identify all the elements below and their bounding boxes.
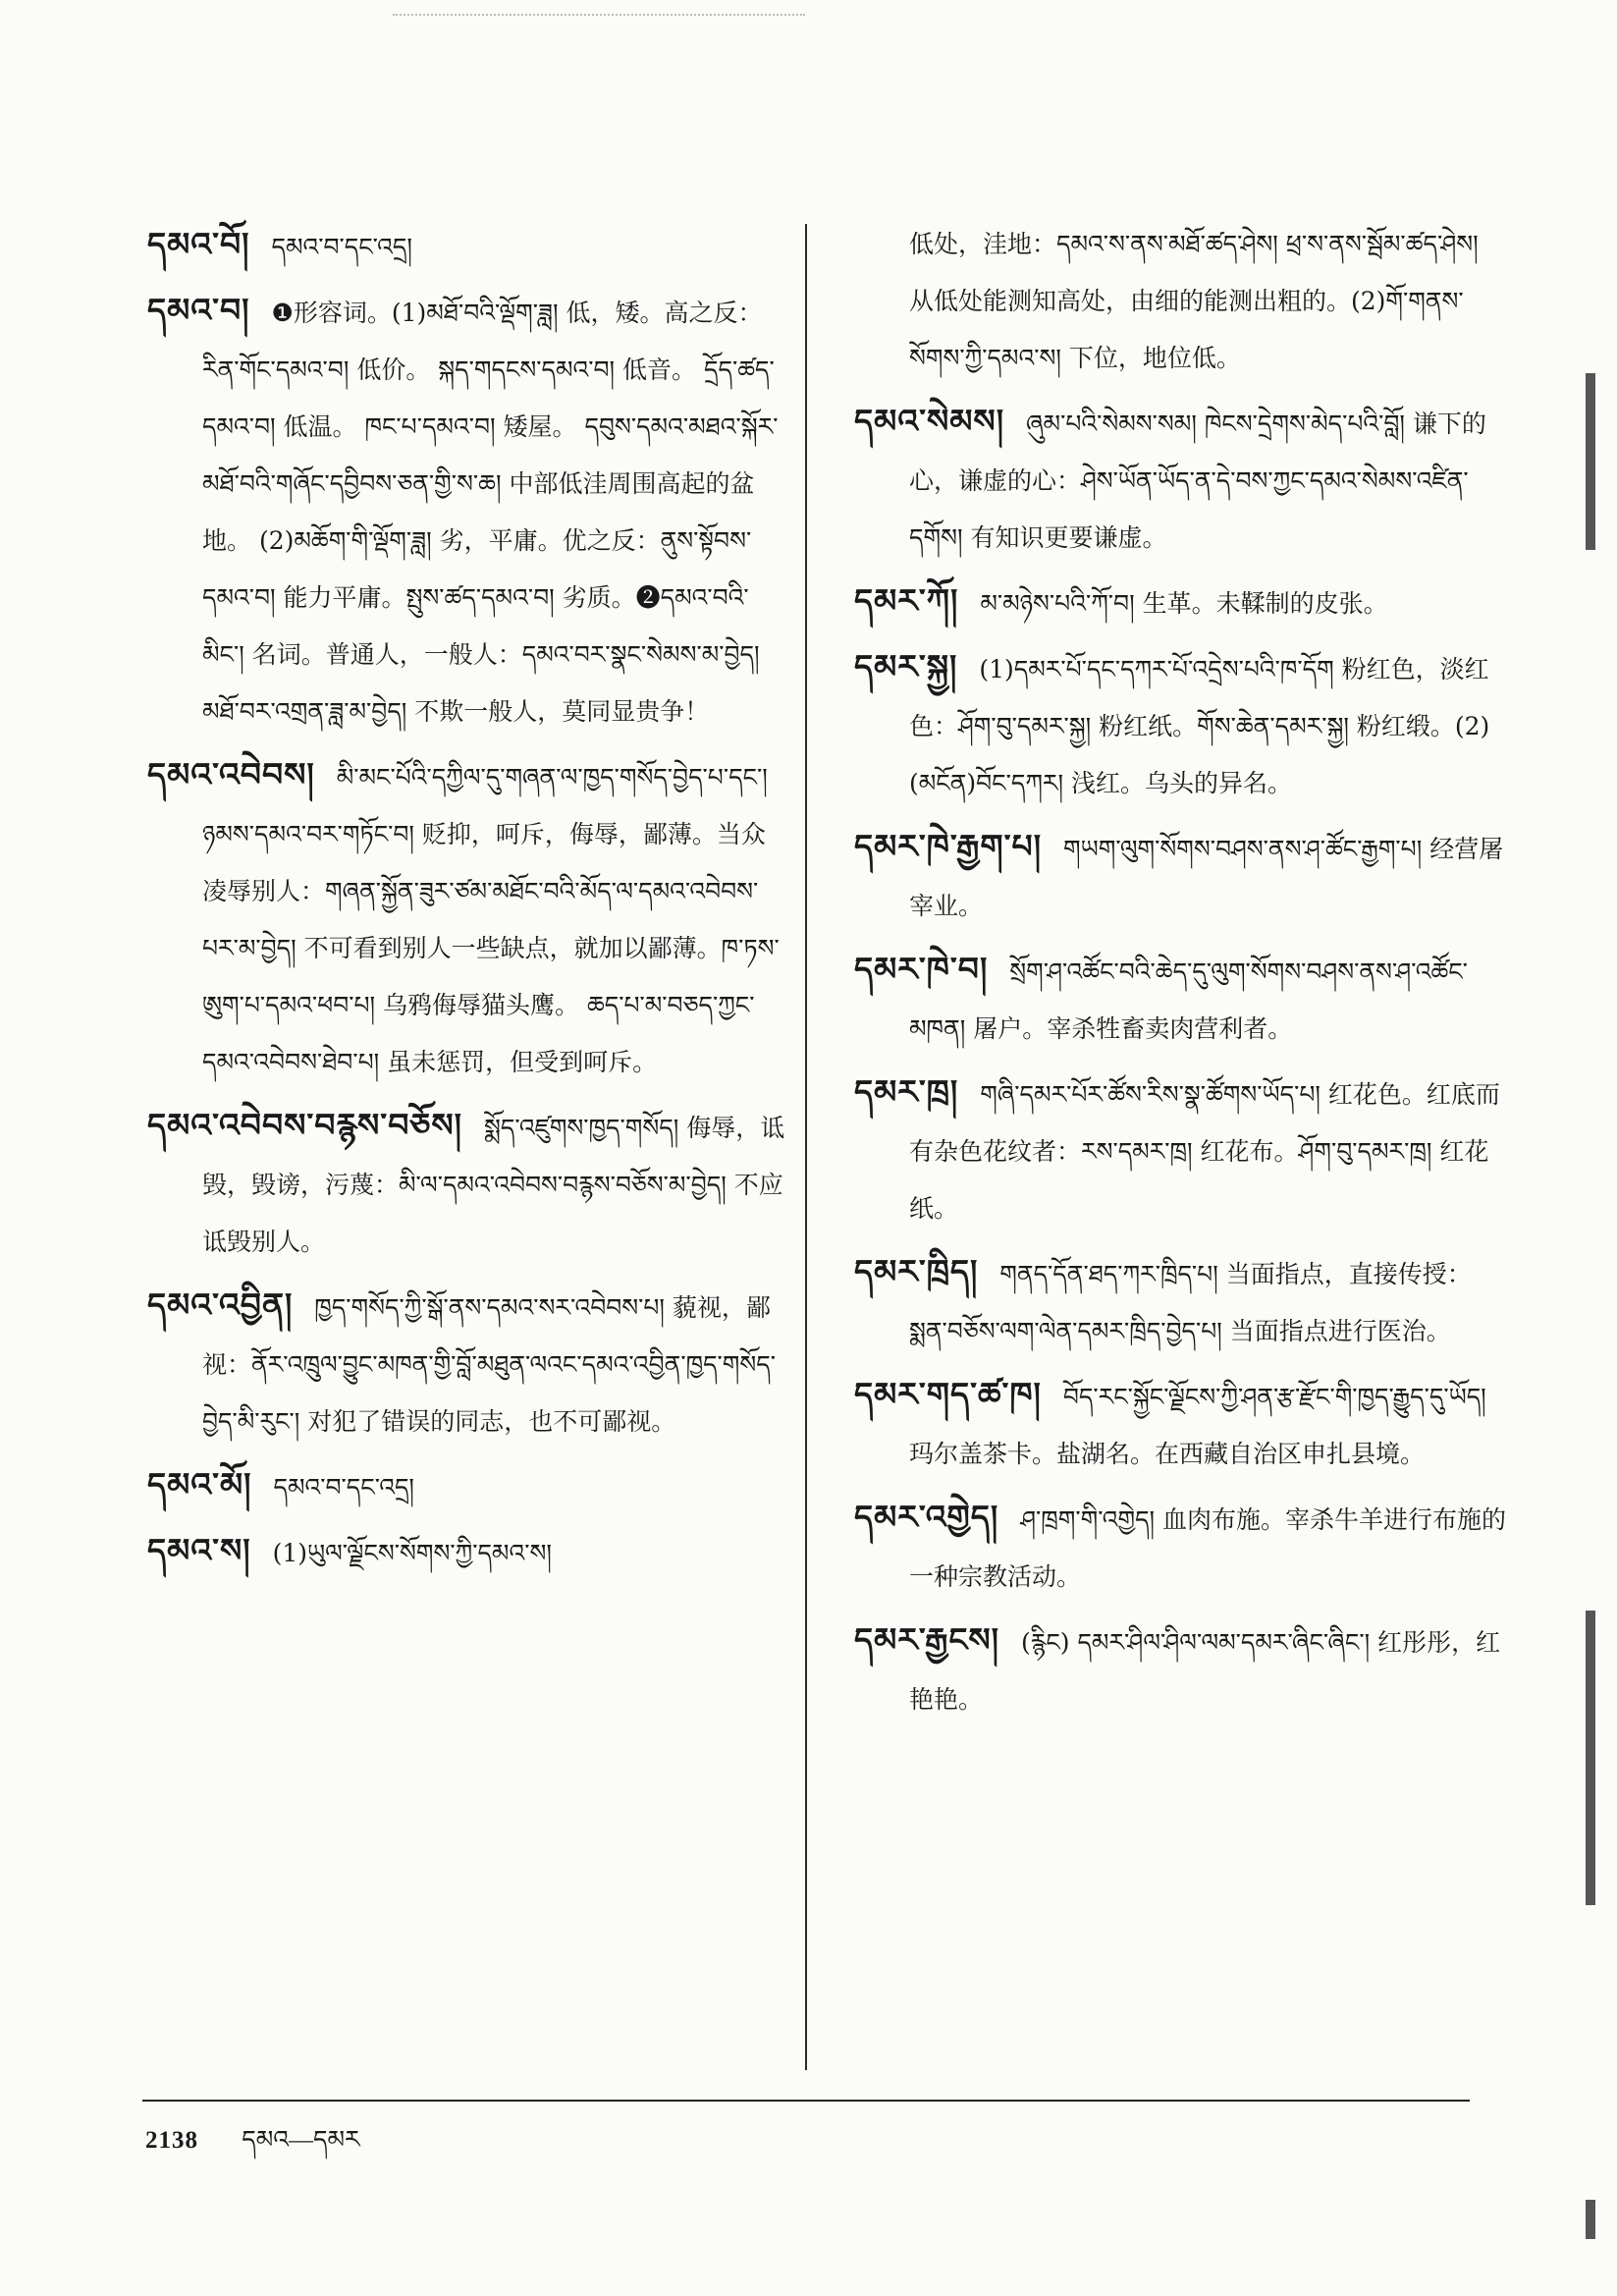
- dictionary-entry: [147, 1522, 785, 1582]
- dictionary-entry: [854, 818, 1507, 935]
- dictionary-entry: [854, 393, 1507, 567]
- headword: དམར་གད་ཚ་ཁ།: [854, 1375, 1042, 1413]
- definition: མ་མཉེས་པའི་ཀོ་བ། 生革。未鞣制的皮张。: [980, 589, 1388, 618]
- page-footer: [145, 2111, 360, 2181]
- headword: དམར་སྐྱ།: [854, 647, 958, 685]
- edge-mark: [1586, 2200, 1595, 2239]
- definition: (1)ཡུལ་ལྗོངས་སོགས་ཀྱི་དམའ་ས།: [272, 1539, 552, 1567]
- headword: དམའ་འབེབས།: [147, 755, 315, 793]
- definition: མི་མང་པོའི་དཀྱིལ་དུ་གཞན་ལ་ཁྱད་གསོད་བྱེད་པ་དང་། ཉམས་དམའ་བར་གཏོང་བ། 贬抑，呵斥，侮辱，鄙薄。当众凌辱别人：གཞན་སྐྱོན་ཟུར་ཙམ་མཐོང་བའི་མོད་ལ་དམའ་འབེབས་པར་མ་བྱེད། 不可看到别人一些缺点，就加以鄙薄。ཁ་ཏས་ཨུག་པ་དམའ་ཕབ་པ། 乌鸦侮辱猫头鹰。 ཆད་པ་མ་བཅད་ཀྱང་དམའ་འབེབས་ཐེབ་པ། 虽未惩罚，但受到呵斥。: [202, 763, 780, 1076]
- dictionary-entry: [147, 1097, 785, 1271]
- headword: དམར་ཁེ་རྒྱག་པ།: [854, 827, 1043, 865]
- right-column: [854, 216, 1507, 1734]
- headword: དམའ་འབྱིན།: [147, 1285, 294, 1324]
- definition: (རྙིང) དམར་ཤིལ་ཤིལ་ལམ་དམར་ཞིང་ཞིང་། 红彤彤，红艳艳。: [909, 1628, 1501, 1714]
- definition: བོད་རང་སྐྱོང་ལྗོངས་ཀྱི་ཤན་རྩ་རྫོང་གི་ཁྱད་རྒྱུད་དུ་ཡོད། 玛尔盖茶卡。盐湖名。在西藏自治区申扎县境。: [909, 1383, 1486, 1468]
- dictionary-entry: [854, 1489, 1507, 1606]
- dictionary-entry: [854, 1366, 1507, 1483]
- definition: ཁྱད་གསོད་ཀྱི་སྒོ་ནས་དམའ་སར་འབེབས་པ། 藐视，鄙视：ནོར་འཁྲུལ་བྱུང་མཁན་གྱི་བློ་མཐུན་ལའང་དམའ་འབྱིན་ཁྱད་གསོད་བྱེད་མི་རུང་། 对犯了错误的同志，也不可鄙视。: [202, 1293, 777, 1436]
- dictionary-entry-continued: [854, 216, 1507, 387]
- running-head-range: དམའ—དམར: [242, 2127, 360, 2154]
- dictionary-entry: [854, 1612, 1507, 1728]
- definition: ❶形容词。(1)མཐོ་བའི་ལྡོག་ཟླ། 低，矮。高之反：རིན་གོང་དམའ་བ། 低价。 སྐད་གདངས་དམའ་བ། 低音。 དྲོད་ཚད་དམའ་བ། 低温。 ཁང་པ་དམའ་བ། 矮屋。 དབུས་དམའ་མཐའ་སྐོར་མཐོ་བའི་གཞོང་དབྱིབས་ཅན་གྱི་ས་ཆ། 中部低洼周围高起的盆地。 (2)མཆོག་གི་ལྡོག་ཟླ། 劣，平庸。优之反：ནུས་སྟོབས་དམའ་བ། 能力平庸。སྤུས་ཚད་དམའ་བ། 劣质。❷དམའ་བའི་མིང་། 名词。普通人，一般人：དམའ་བར་སྣང་སེམས་མ་བྱེད། མཐོ་བར་འགྲན་ཟླ་མ་བྱེད། 不欺一般人，莫同显贵争！: [202, 299, 779, 726]
- dictionary-entry: [854, 638, 1507, 812]
- headword: དམའ་སེམས།: [854, 402, 1005, 440]
- definition: ཞུམ་པའི་སེམས་སམ། ཁེངས་དྲེགས་མེད་པའི་བློ། 谦下的心，谦虚的心：ཤེས་ཡོན་ཡོད་ན་དེ་བས་ཀྱང་དམའ་སེམས་འཛིན་དགོས། 有知识更要谦虚。: [909, 410, 1486, 552]
- headword: དམའ་བ།: [147, 291, 250, 329]
- dictionary-entry: [854, 1064, 1507, 1237]
- definition: གནད་དོན་ཐད་ཀར་ཁྲིད་པ། 当面指点，直接传授：སྨན་བཅོས་ལག་ལེན་དམར་ཁྲིད་བྱེད་པ། 当面指点进行医治。: [909, 1260, 1472, 1345]
- dictionary-entry: [854, 1243, 1507, 1360]
- headword: དམའ་ས།: [147, 1531, 251, 1569]
- headword: དམའ་བོ།: [147, 225, 250, 263]
- definition: གཡག་ལུག་སོགས་བཤས་ནས་ཤ་ཚོང་རྒྱག་པ། 经营屠宰业。: [909, 835, 1504, 920]
- footer-rule: [142, 2100, 1470, 2102]
- definition: དམའ་བ་དང་འདྲ།: [271, 233, 412, 261]
- scan-edge-artifact: [1586, 59, 1599, 2219]
- headword: དམར་ཀོ།: [854, 581, 959, 620]
- column-divider: [805, 224, 807, 2070]
- headword: དམར་ཁྲ།: [854, 1072, 959, 1111]
- edge-mark: [1586, 373, 1595, 550]
- left-column: [147, 216, 785, 1588]
- headword: དམར་རྒྱངས།: [854, 1620, 999, 1659]
- edge-mark: [1586, 1611, 1595, 1905]
- dictionary-entry: [854, 941, 1507, 1058]
- page-number: 2138: [145, 2127, 198, 2154]
- dictionary-entry: [147, 1277, 785, 1450]
- headword: དམའ་མོ།: [147, 1465, 252, 1503]
- definition: སྲོག་ཤ་འཚོང་བའི་ཆེད་དུ་ལུག་སོགས་བཤས་ནས་ཤ་འཚོང་མཁན། 屠户。宰杀牲畜卖肉营利者。: [909, 957, 1468, 1043]
- definition: གཞི་དམར་པོར་ཚོས་རིས་སྣ་ཚོགས་ཡོད་པ། 红花色。红底而有杂色花纹者：རས་དམར་ཁྲ། 红花布。ཤོག་བུ་དམར་ཁྲ། 红花纸。: [909, 1080, 1500, 1223]
- dictionary-entry: [147, 746, 785, 1091]
- scan-artifact: [393, 14, 805, 18]
- definition: ཤ་ཁྲག་གི་འགྱེད། 血肉布施。宰杀牛羊进行布施的一种宗教活动。: [909, 1505, 1507, 1591]
- headword: དམར་ཁེ་བ།: [854, 950, 989, 988]
- definition: 低处，洼地：དམའ་ས་ནས་མཐོ་ཚད་ཤེས། ཕྲ་ས་ནས་སྦོམ་ཚད་ཤེས། 从低处能测知高处，由细的能测出粗的。(2)གོ་གནས་སོགས་ཀྱི་དམའ་ས། 下位，地位低。: [909, 230, 1479, 372]
- definition: (1)དམར་པོ་དང་དཀར་པོ་འདྲེས་པའི་ཁ་དོག 粉红色，淡红色：ཤོག་བུ་དམར་སྐྱ། 粉红纸。གོས་ཆེན་དམར་སྐྱ། 粉红缎。(2)(མངོན)བོང་དཀར། 浅红。乌头的异名。: [909, 655, 1490, 797]
- definition: དམའ་བ་དང་འདྲ།: [273, 1473, 414, 1502]
- dictionary-entry: [147, 1456, 785, 1516]
- definition: སྨོད་འཛུགས་ཁྱད་གསོད། 侮辱，诋毁，毁谤，污蔑：མི་ལ་དམའ་འབེབས་བརྙས་བཅོས་མ་བྱེད། 不应诋毁别人。: [202, 1114, 785, 1256]
- dictionary-entry: [147, 216, 785, 276]
- headword: དམར་ཁྲིད།: [854, 1252, 979, 1290]
- dictionary-entry: [147, 282, 785, 740]
- dictionary-entry: [854, 573, 1507, 632]
- headword: དམར་འགྱེད།: [854, 1498, 999, 1536]
- headword: དམའ་འབེབས་བརྙས་བཅོས།: [147, 1106, 462, 1144]
